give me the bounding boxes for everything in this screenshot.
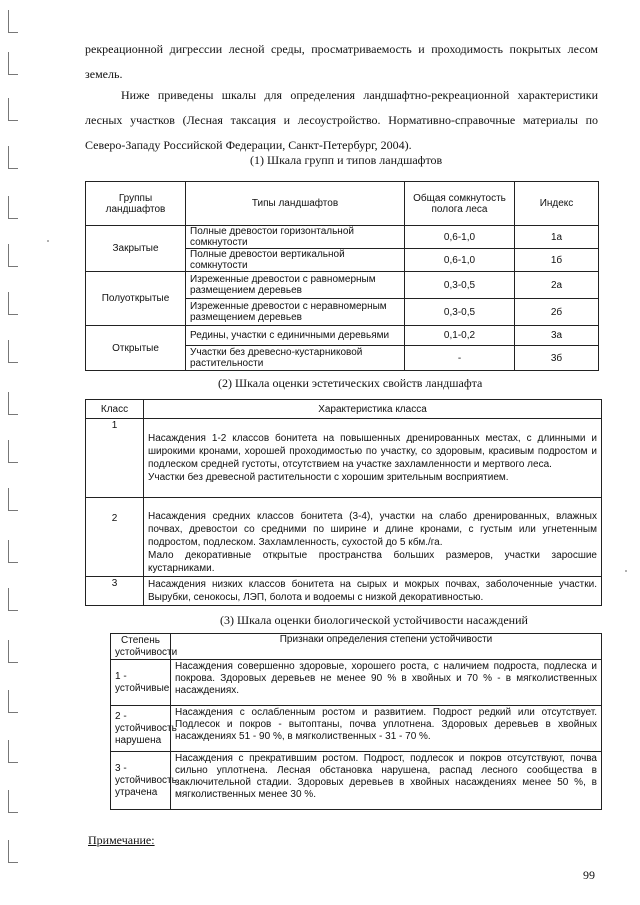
header-class: Класс <box>86 400 144 419</box>
stability-level: 2 - устойчивость нарушена <box>111 706 171 752</box>
class-description <box>144 577 602 606</box>
class-description <box>144 419 602 498</box>
header-groups: Группы ландшафтов <box>86 182 186 226</box>
type-cell: Полные древостои горизонтальной сомкнутости <box>186 226 405 249</box>
scan-speck <box>625 570 627 572</box>
type-cell: Участки без древесно-кустарниковой растительности <box>186 346 405 371</box>
group-open: Открытые <box>86 326 186 371</box>
index-cell: 2б <box>515 299 599 326</box>
index-cell: 2а <box>515 272 599 299</box>
density-cell: 0,3-0,5 <box>405 272 515 299</box>
class-number: 2 <box>86 498 144 577</box>
type-cell: Полные древостои вертикальной сомкнутости <box>186 249 405 272</box>
type-cell: Редины, участки с единичными деревьями <box>186 326 405 346</box>
density-cell: 0,3-0,5 <box>405 299 515 326</box>
index-cell: 3а <box>515 326 599 346</box>
intro-line1: рекреационной дигрессии лесной среды, просматриваемость и проходимость покрытых лесом земель. <box>85 42 598 81</box>
table2-caption: (2) Шкала оценки эстетических свойств ландшафта <box>218 376 483 390</box>
class-description-text: Участки без древесной растительности с хорошим зрительным восприятием. <box>148 472 509 483</box>
header-stability-signs: Признаки определения степени устойчивости <box>171 634 602 660</box>
intro-paragraph <box>85 83 598 158</box>
stability-level: 1 - устойчивые <box>111 660 171 706</box>
class-number: 1 <box>86 419 144 498</box>
landscape-types-table <box>85 181 599 371</box>
density-cell: - <box>405 346 515 371</box>
index-cell: 3б <box>515 346 599 371</box>
scan-margin-marks <box>6 0 20 905</box>
page-number: 99 <box>583 868 595 882</box>
index-cell: 1б <box>515 249 599 272</box>
header-types: Типы ландшафтов <box>186 182 405 226</box>
density-cell: 0,6-1,0 <box>405 226 515 249</box>
group-closed: Закрытые <box>86 226 186 272</box>
class-number: 3 <box>86 577 144 606</box>
stability-scale-table <box>110 633 602 810</box>
header-class-description: Характеристика класса <box>144 400 602 419</box>
index-cell: 1а <box>515 226 599 249</box>
header-density: Общая сомкнутость полога леса <box>405 182 515 226</box>
type-cell: Изреженные древостои с неравномерным размещением деревьев <box>186 299 405 326</box>
header-index: Индекс <box>515 182 599 226</box>
stability-description: Насаждения совершенно здоровые, хорошего роста, с наличием подроста, подлеска и покрова. Здоровых деревьев не менее 90 % в хвойных и 70 % - в мягколиственных насаждениях. <box>171 660 602 706</box>
class-description-text: Насаждения 1-2 классов бонитета на повышенных дренированных местах, с длинными и широкими кронами, хорошей проходимостью по участку, со здоровым, красивым подростом и подлеском средней густоты, отсутствием на участке захламленности и мертвого леса. <box>148 433 597 470</box>
class-description <box>144 498 602 577</box>
scan-speck <box>47 240 49 242</box>
class-description-text: Насаждения низких классов бонитета на сырых и мокрых почвах, заболоченные участки. Вырубки, сенокосы, ЛЭП, болота и водоемы с низкой декоративностью. <box>148 579 597 603</box>
stability-level: 3 - устойчивость утрачена <box>111 752 171 810</box>
class-description-text: Мало декоративные открытые пространства больших размеров, участки заросшие кустарниками. <box>148 550 597 574</box>
intro-paragraph-continuation <box>85 37 598 87</box>
group-semi-open: Полуоткрытые <box>86 272 186 326</box>
class-description-text: Насаждения средних классов бонитета (3-4), участки на слабо дренированных, влажных почвах, древостои со средними по ширине и длине кронами, с густым или угнетенным подростом, подлеском. Захламленность, сухостой до 5 кбм./га. <box>148 511 597 548</box>
note-label: Примечание: <box>88 833 155 847</box>
table3-caption: (3) Шкала оценки биологической устойчивости насаждений <box>220 613 528 627</box>
table1-caption: (1) Шкала групп и типов ландшафтов <box>250 153 443 167</box>
density-cell: 0,1-0,2 <box>405 326 515 346</box>
intro-line2: Ниже приведены шкалы для определения ландшафтно-рекреационной характеристики лесных участков (Лесная таксация и лесоустройство. Нормативно-справочные материалы по Северо-Западу Российской Федерации, Санкт-Петербург, 2004). <box>85 88 598 152</box>
density-cell: 0,6-1,0 <box>405 249 515 272</box>
type-cell: Изреженные древостои с равномерным размещением деревьев <box>186 272 405 299</box>
stability-description: Насаждения с прекратившим ростом. Подрост, подлесок и покров отсутствуют, почва сильно уплотнена. Лесная обстановка нарушена, распад лесного сообщества в заключительной стадии. Здоровых деревьев в хвойных насаждениях менее 50 %, в мягколиственных менее 30 %. <box>171 752 602 810</box>
stability-description: Насаждения с ослабленным ростом и развитием. Подрост редкий или отсутствует. Подлесок и покров - вытоптаны, почва уплотнена. Здоровых деревьев в хвойных насаждениях 51 - 90 %, в мягколиственных - 31 - 70 %. <box>171 706 602 752</box>
header-stability: Степень устойчивости <box>111 634 171 660</box>
aesthetic-scale-table <box>85 399 602 606</box>
